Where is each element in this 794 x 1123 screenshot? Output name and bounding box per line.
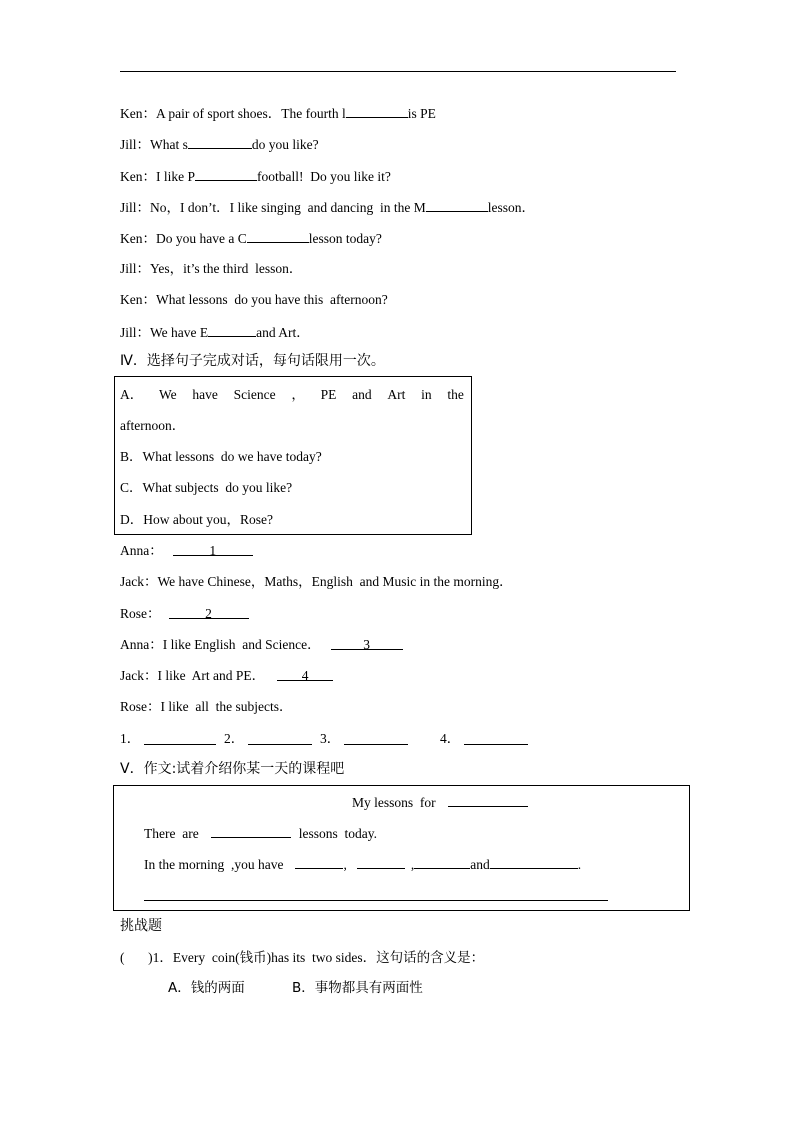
answer-blank[interactable]: 4 [277,667,333,681]
fill-blank[interactable] [295,855,343,869]
section-4-title: Ⅳ．选择句子完成对话，每句话限用一次。 [120,353,385,369]
answer-field-2[interactable] [248,731,312,745]
fill-blank[interactable] [211,824,291,838]
answer-field-3[interactable] [344,731,408,745]
fill-blank[interactable] [188,135,252,149]
header-rule [120,71,676,72]
dialogue-line-8: Jill：We have E and Art． [120,325,310,340]
composition-writing-line[interactable] [144,887,608,901]
answer-field-4[interactable] [464,731,528,745]
answer-label-3: 3． [320,731,341,746]
composition-line-2: In the morning ,you have , , and . [144,857,582,872]
challenge-option-a: A．钱的两面 [168,980,245,996]
challenge-question: ( )1．Every coin(钱币)has its two sides．这句话的含义是： [120,950,485,966]
challenge-title: 挑战题 [120,918,162,934]
conv-line-5: Jack：I like Art and PE． 4 [120,667,333,685]
option-c: C．What subjects do you like? [120,480,293,495]
dialogue-line-1: Ken：A pair of sport shoes．The fourth l is PE [120,106,436,121]
option-d: D．How about you，Rose? [120,512,273,527]
fill-blank[interactable] [247,229,309,243]
fill-blank[interactable] [448,793,528,807]
answer-paren[interactable]: ( ) [120,950,153,965]
option-a: A． We have Science ， PE and Art in the [120,387,464,402]
challenge-option-b: B．事物都具有两面性 [292,980,423,996]
conv-line-1: Anna： 1 [120,542,253,560]
conv-line-6: Rose：I like all the subjects． [120,699,293,714]
dialogue-line-3: Ken：I like P football! Do you like it? [120,169,391,184]
dialogue-line-4: Jill：No，I don’t．I like singing and dancing in the M lesson． [120,200,535,215]
dialogue-line-2: Jill：What s do you like? [120,137,319,152]
conv-line-4: Anna：I like English and Science． 3 [120,636,403,654]
fill-blank[interactable] [414,855,470,869]
answer-label-2: 2． [224,731,245,746]
option-a-cont: afternoon． [120,418,186,433]
conv-line-2: Jack：We have Chinese，Maths，English and Music in the morning． [120,574,513,589]
section-5-title: Ⅴ．作文:试着介绍你某一天的课程吧 [120,761,345,777]
dialogue-line-7: Ken：What lessons do you have this afternoon? [120,292,388,307]
answer-label-1: 1． [120,731,141,746]
option-b: B．What lessons do we have today? [120,449,322,464]
composition-title: My lessons for [352,793,528,812]
dialogue-line-5: Ken：Do you have a C lesson today? [120,231,382,246]
fill-blank[interactable] [490,855,578,869]
answer-label-4: 4． [440,731,461,746]
fill-blank[interactable] [346,104,408,118]
answer-blank[interactable]: 1 [173,542,253,556]
fill-blank[interactable] [195,167,257,181]
fill-blank[interactable] [426,198,488,212]
fill-blank[interactable] [357,855,405,869]
answer-blank[interactable]: 2 [169,605,249,619]
dialogue-line-6: Jill：Yes，it’s the third lesson． [120,261,303,276]
answer-field-1[interactable] [144,731,216,745]
conv-line-3: Rose： 2 [120,605,249,623]
composition-line-1: There are lessons today. [144,826,377,841]
answer-blank[interactable]: 3 [331,636,403,650]
fill-blank[interactable] [208,323,256,337]
